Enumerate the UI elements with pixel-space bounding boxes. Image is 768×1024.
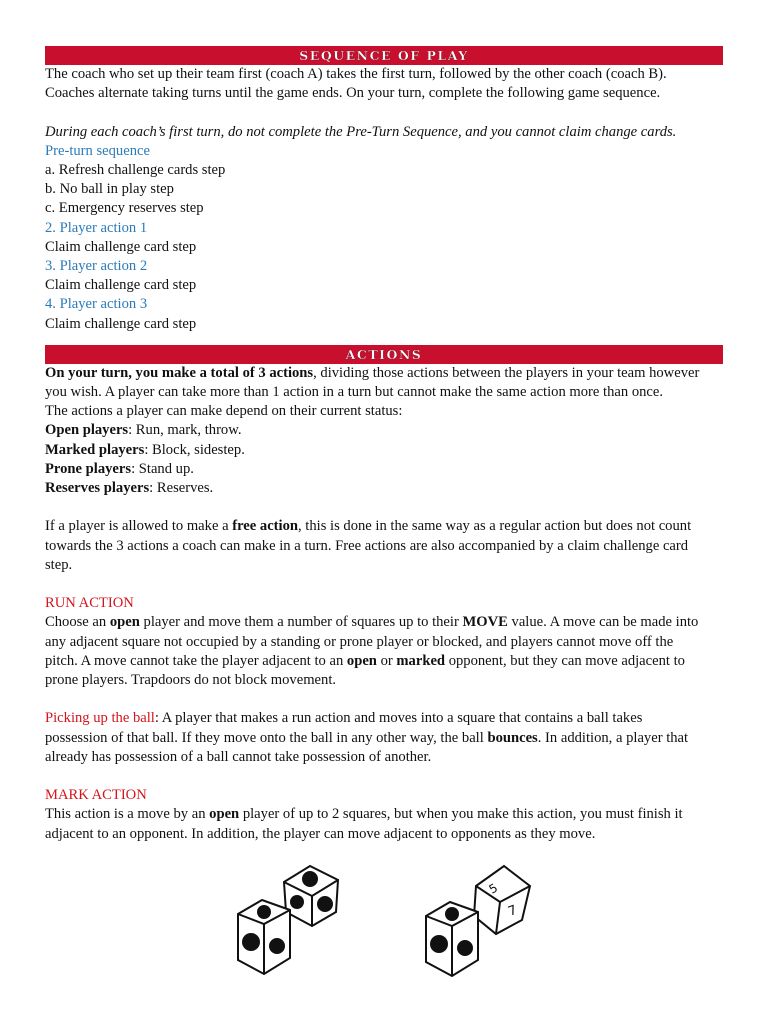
actions-line-1	[45, 364, 723, 383]
claim-step: Claim challenge card step	[45, 238, 197, 255]
sequence-intro-line-2: Coaches alternate taking turns until the game ends. On your turn, complete the following game sequence.	[45, 85, 661, 102]
free-action-line-2: towards the 3 actions a coach can make in a turn. Free actions are also accompanied by a claim challenge card	[45, 537, 689, 554]
free-action-line-1	[45, 517, 723, 536]
svg-text:5: 5	[486, 880, 501, 897]
run-action-heading: RUN ACTION	[45, 595, 134, 612]
mark-line-1: This action is a move by an open player of up to 2 squares, but when you make this action, you must finish it	[45, 806, 683, 823]
pickup-line-1: Picking up the ball: A player that makes a run action and moves into a square that contains a ball takes	[45, 710, 643, 727]
mark-action-heading: MARK ACTION	[45, 787, 147, 804]
run-line-2: any adjacent square not occupied by a standing or prone player or blocked, and players cannot move off the	[45, 633, 674, 650]
pickup-line-2: possession of that ball. If they move onto the ball in any other way, the ball bounces. In addition, a player that	[45, 729, 689, 746]
status-prone	[45, 460, 723, 479]
status-label: Prone players	[45, 460, 132, 477]
status-text: : Stand up.	[131, 460, 194, 477]
status-text: : Block, sidestep.	[144, 441, 245, 458]
status-open	[45, 421, 723, 440]
free-post: , this is done in the same way as a regular action but does not count	[298, 518, 692, 535]
actions-total-bold: On your turn, you make a total of 3 actions	[45, 364, 314, 381]
block-and-d6-dice-icon	[420, 862, 540, 978]
pickup-line-3: already has possession of a ball cannot take possession of another.	[45, 748, 432, 765]
svg-text:7: 7	[506, 902, 520, 920]
pre-turn-item: c. Emergency reserves step	[45, 200, 204, 217]
actions-line-2: you wish. A player can take more than 1 action in a turn but cannot make the same action more than once.	[45, 384, 664, 401]
sequence-intro-line-1: The coach who set up their team first (coach A) takes the first turn, followed by the other coach (coach B).	[45, 66, 667, 82]
actions-line-1-rest: , dividing those actions between the players in your team however	[313, 364, 700, 381]
pre-turn-heading: Pre-turn sequence	[45, 142, 150, 159]
status-text: : Reserves.	[149, 480, 214, 497]
status-label: Marked players	[45, 441, 145, 458]
dice-illustrations	[0, 860, 768, 978]
run-line-3: pitch. A move cannot take the player adjacent to an open or marked opponent, but they can move adjacent to	[45, 652, 685, 669]
first-turn-note: During each coach’s first turn, do not complete the Pre-Turn Sequence, and you cannot claim change cards.	[45, 123, 677, 140]
status-text: : Run, mark, throw.	[128, 422, 242, 439]
status-reserves	[45, 479, 723, 498]
pre-turn-item: a. Refresh challenge cards step	[45, 162, 226, 178]
block-dice-pair-icon	[232, 862, 352, 978]
player-action-3-heading: 4. Player action 3	[45, 296, 148, 313]
run-line-4: prone players. Trapdoors do not block movement.	[45, 672, 337, 689]
rules-page	[45, 46, 723, 844]
claim-step: Claim challenge card step	[45, 315, 197, 332]
pre-turn-item: b. No ball in play step	[45, 181, 174, 198]
sequence-of-play-banner: SEQUENCE OF PLAY	[45, 46, 723, 65]
mark-line-2: adjacent to an opponent. In addition, the player can move adjacent to opponents as they move.	[45, 825, 596, 842]
status-label: Reserves players	[45, 480, 150, 497]
player-action-1-heading: 2. Player action 1	[45, 219, 148, 236]
free-action-line-3: step.	[45, 556, 73, 573]
pickup-heading: Picking up the ball	[45, 710, 155, 727]
run-line-1: Choose an open player and move them a number of squares up to their MOVE value. A move can be made into	[45, 614, 699, 631]
status-marked	[45, 441, 723, 460]
claim-step: Claim challenge card step	[45, 277, 197, 294]
status-label: Open players	[45, 422, 129, 439]
player-action-2-heading: 3. Player action 2	[45, 258, 148, 275]
actions-line-3: The actions a player can make depend on their current status:	[45, 403, 403, 420]
free-action-bold: free action	[232, 518, 298, 535]
free-pre: If a player is allowed to make a	[45, 518, 233, 535]
actions-banner: ACTIONS	[45, 345, 723, 364]
